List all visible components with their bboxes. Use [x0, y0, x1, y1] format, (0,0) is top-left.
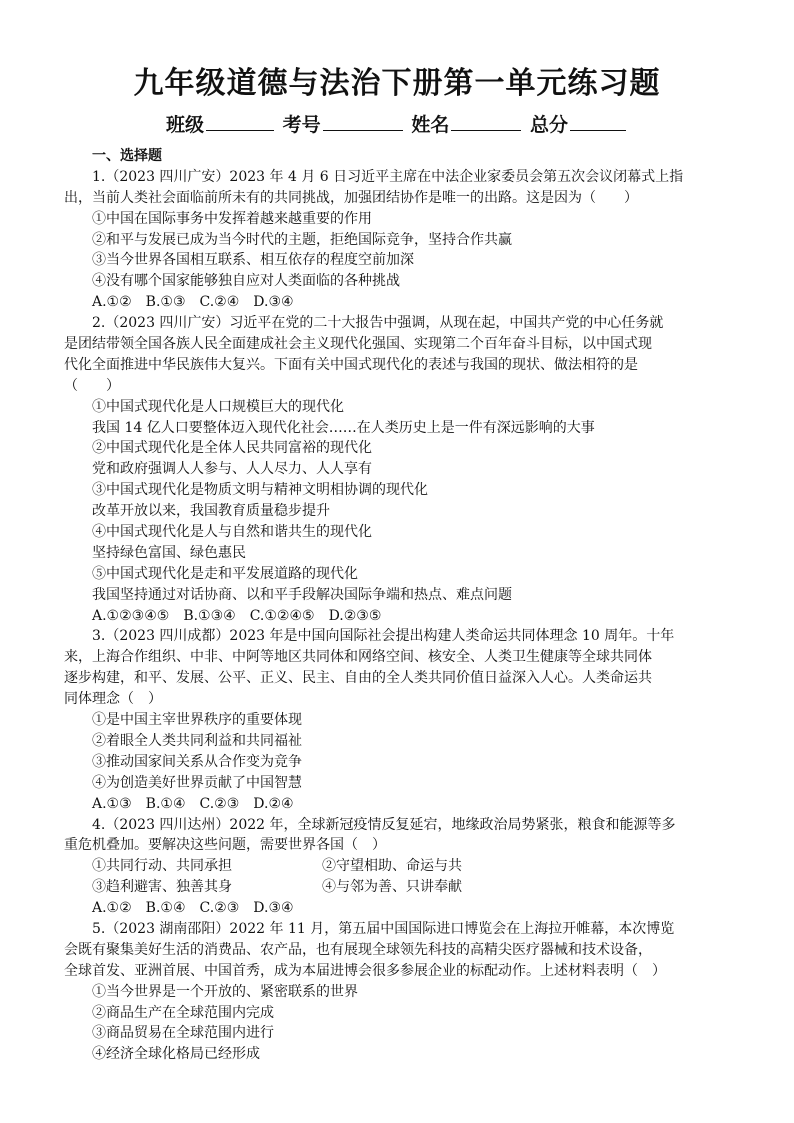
option-line: ④为创造美好世界贡献了中国智慧	[92, 774, 302, 791]
option-line: ①是中国主宰世界秩序的重要体现	[92, 712, 302, 729]
option-line: ④没有哪个国家能够独自应对人类面临的各种挑战	[92, 273, 400, 290]
class-blank	[206, 112, 274, 131]
name-blank	[451, 112, 521, 131]
option-line: ④与邻为善、只讲奉献	[322, 879, 462, 896]
question-4	[64, 815, 744, 919]
question-stem-line: 2.（2023 四川广安）习近平在党的二十大报告中强调，从现在起，中国共产党的中心任务就	[92, 315, 664, 332]
option-line: 改革开放以来，我国教育质量稳步提升	[92, 503, 330, 520]
question-1	[64, 167, 744, 313]
option-line: ②中国式现代化是全体人民共同富裕的现代化	[92, 440, 372, 457]
name-label: 姓名	[411, 114, 450, 136]
question-stem-line: 出，当前人类社会面临前所未有的共同挑战，加强团结协作是唯一的出路。这是因为（ ）	[64, 189, 638, 206]
question-stem-line: 1.（2023 四川广安）2023 年 4 月 6 日习近平主席在中法企业家委员会第五次会议闭幕式上指	[92, 168, 684, 185]
section-heading: 一、选择题	[92, 148, 162, 164]
option-line: ①中国在国际事务中发挥着越来越重要的作用	[92, 210, 372, 227]
option-line: ③中国式现代化是物质文明与精神文明相协调的现代化	[92, 482, 428, 499]
score-blank	[570, 112, 626, 131]
question-5	[64, 919, 744, 1065]
option-line: 党和政府强调人人参与、人人尽力、人人享有	[92, 461, 372, 478]
question-stem-line: 4.（2023 四川达州）2022 年，全球新冠疫情反复延宕，地缘政治局势紧张，粮食和能源等多	[92, 816, 676, 833]
option-line: 坚持绿色富国、绿色惠民	[92, 544, 246, 561]
page-title: 九年级道德与法治下册第一单元练习题	[133, 66, 661, 101]
option-line: ②和平与发展已成为当今时代的主题，拒绝国际竞争，坚持合作共赢	[92, 231, 512, 248]
option-line: ③趋利避害、独善其身	[92, 879, 232, 896]
option-line: ①中国式现代化是人口规模巨大的现代化	[92, 398, 344, 415]
number-blank	[323, 112, 403, 131]
class-label: 班级	[166, 114, 205, 136]
option-line: ②商品生产在全球范围内完成	[92, 1004, 274, 1021]
option-row	[64, 856, 744, 877]
option-line: 我国 14 亿人口要整体迈入现代化社会……在人类历史上是一件有深远影响的大事	[92, 419, 595, 436]
question-stem-line: 来，上海合作组织、中非、中阿等地区共同体和网络空间、核安全、人类卫生健康等全球共同体	[64, 649, 652, 666]
score-label: 总分	[529, 114, 568, 136]
question-stem-line: 全球首发、亚洲首展、中国首秀，成为本届进博会很多参展企业的标配动作。上述材料表明（ ）	[64, 962, 666, 979]
option-line: ④经济全球化格局已经形成	[92, 1046, 260, 1063]
question-2	[64, 313, 744, 626]
question-stem-line: 重危机叠加。要解决这些问题，需要世界各国（ ）	[64, 837, 386, 854]
question-stem-line: 5.（2023 湖南邵阳）2022 年 11 月，第五届中国国际进口博览会在上海拉开帷幕，本次博览	[92, 920, 675, 937]
question-body	[64, 146, 744, 1065]
question-stem-line: 3.（2023 四川成都）2023 年是中国向国际社会提出构建人类命运共同体理念 10 周年。十年	[92, 628, 675, 645]
number-label: 考号	[282, 114, 321, 136]
answer-choices: A.①② B.①④ C.②③ D.③④	[92, 900, 294, 917]
question-stem-line: 会既有聚集美好生活的消费品、农产品，也有展现全球领先科技的高精尖医疗器械和技术设备，	[64, 941, 652, 958]
option-line: ⑤中国式现代化是走和平发展道路的现代化	[92, 565, 358, 582]
option-line: ②守望相助、命运与共	[322, 858, 462, 875]
question-stem-line: 是团结带领全国各族人民全面建成社会主义现代化强国、实现第二个百年奋斗目标，以中国式现	[64, 336, 652, 353]
option-line: ①当今世界是一个开放的、紧密联系的世界	[92, 983, 358, 1000]
answer-choices: A.①②③④⑤ B.①③④ C.①②④⑤ D.②③⑤	[92, 607, 382, 624]
question-stem-line: 同体理念（ ）	[64, 691, 162, 708]
student-info-row	[0, 110, 794, 137]
question-stem-line: 代化全面推进中华民族伟大复兴。下面有关中国式现代化的表述与我国的现状、做法相符的是	[64, 356, 638, 373]
option-line: ③当今世界各国相互联系、相互依存的程度空前加深	[92, 252, 414, 269]
option-line: ④中国式现代化是人与自然和谐共生的现代化	[92, 524, 372, 541]
option-line: ③推动国家间关系从合作变为竞争	[92, 753, 302, 770]
option-row	[64, 877, 744, 898]
question-stem-line: （ ）	[64, 377, 120, 394]
option-line: ②着眼全人类共同利益和共同福祉	[92, 732, 302, 749]
answer-choices: A.①② B.①③ C.②④ D.③④	[92, 294, 294, 311]
option-line: ③商品贸易在全球范围内进行	[92, 1025, 274, 1042]
question-stem-line: 逐步构建，和平、发展、公平、正义、民主、自由的全人类共同价值日益深入人心。人类命运共	[64, 670, 652, 687]
answer-choices: A.①③ B.①④ C.②③ D.②④	[92, 795, 294, 812]
question-3	[64, 626, 744, 814]
option-line: ①共同行动、共同承担	[92, 858, 232, 875]
option-line: 我国坚持通过对话协商、以和平手段解决国际争端和热点、难点问题	[92, 586, 512, 603]
